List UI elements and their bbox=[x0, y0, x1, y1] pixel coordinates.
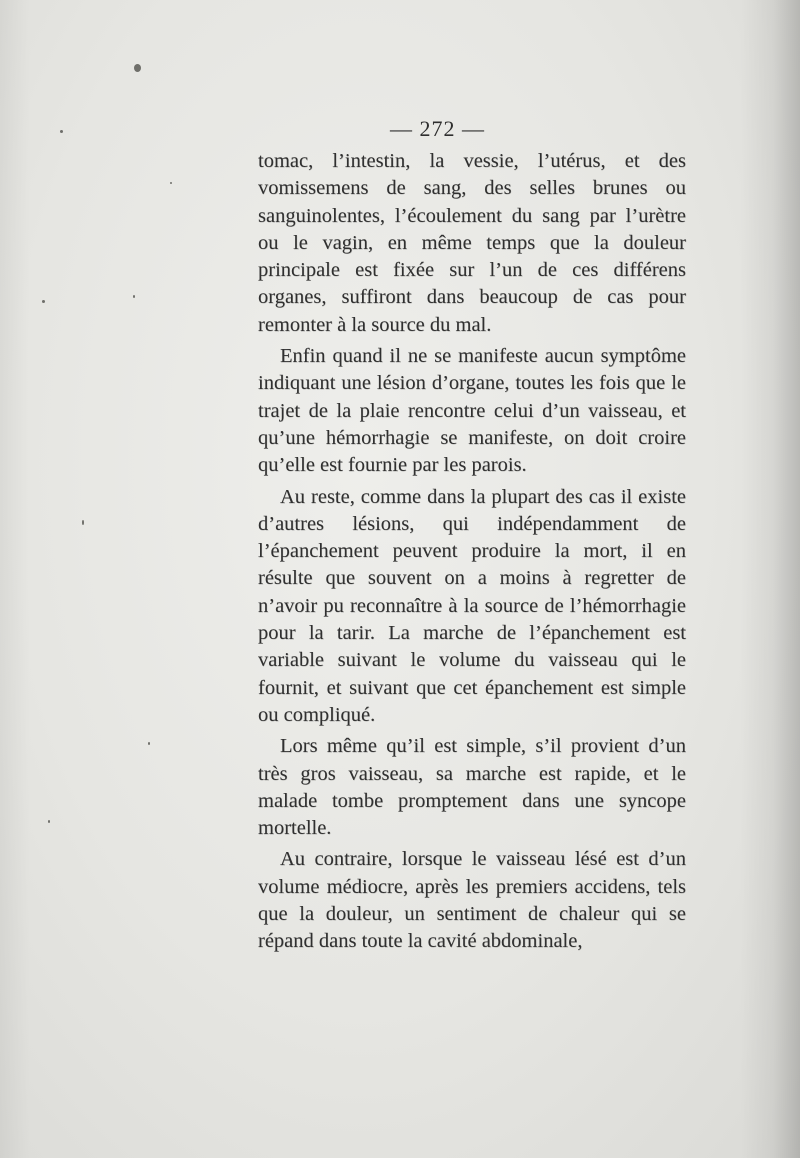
paragraph-4: Lors même qu’il est simple, s’il provient d’un très gros vaisseau, sa marche est rapide, et le malade tombe promptement dans une syncope mortelle. bbox=[258, 735, 686, 840]
paragraph-3: Au reste, comme dans la plupart des cas il existe d’autres lésions, qui indépendamment de l’épanchement peuvent produire la mort, il en résulte que souvent on a moins à regretter de n’avoir pu reconnaître à la source de l’hémorrhagie pour la tarir. La marche de l’épanchement est variable suivant le volume du vaisseau qui le fournit, et suivant que cet épanchement est simple ou compliqué. bbox=[258, 485, 686, 726]
paragraph-1: tomac, l’intestin, la vessie, l’utérus, et des vomissemens de sang, des selles brunes ou sanguinolentes, l’écoulement du sang par l’urètre ou le vagin, en même temps que la douleur principale est fixée sur l’un de ces différens organes, suffiront dans beaucoup de cas pour remonter à la source du mal. bbox=[258, 150, 686, 336]
paragraph-5: Au contraire, lorsque le vaisseau lésé est d’un volume médiocre, après les premiers accidens, tels que la douleur, un sentiment de chaleur qui se répand dans toute la cavité abdominale, bbox=[258, 848, 686, 953]
paper-speck bbox=[148, 742, 150, 745]
paper-speck bbox=[170, 182, 172, 184]
body-text bbox=[258, 148, 686, 960]
paper-speck bbox=[133, 295, 135, 298]
page-number: — 272 — bbox=[390, 116, 485, 141]
paper-speck bbox=[82, 520, 84, 525]
paragraph-2: Enfin quand il ne se manifeste aucun symptôme indiquant une lésion d’organe, toutes les fois que le trajet de la plaie rencontre celui d’un vaisseau, et qu’une hémorrhagie se manifeste, on doit croire qu’elle est fournie par les parois. bbox=[258, 345, 686, 477]
paper-speck bbox=[42, 300, 45, 303]
paper-speck bbox=[48, 820, 50, 823]
paper-speck bbox=[134, 64, 141, 72]
